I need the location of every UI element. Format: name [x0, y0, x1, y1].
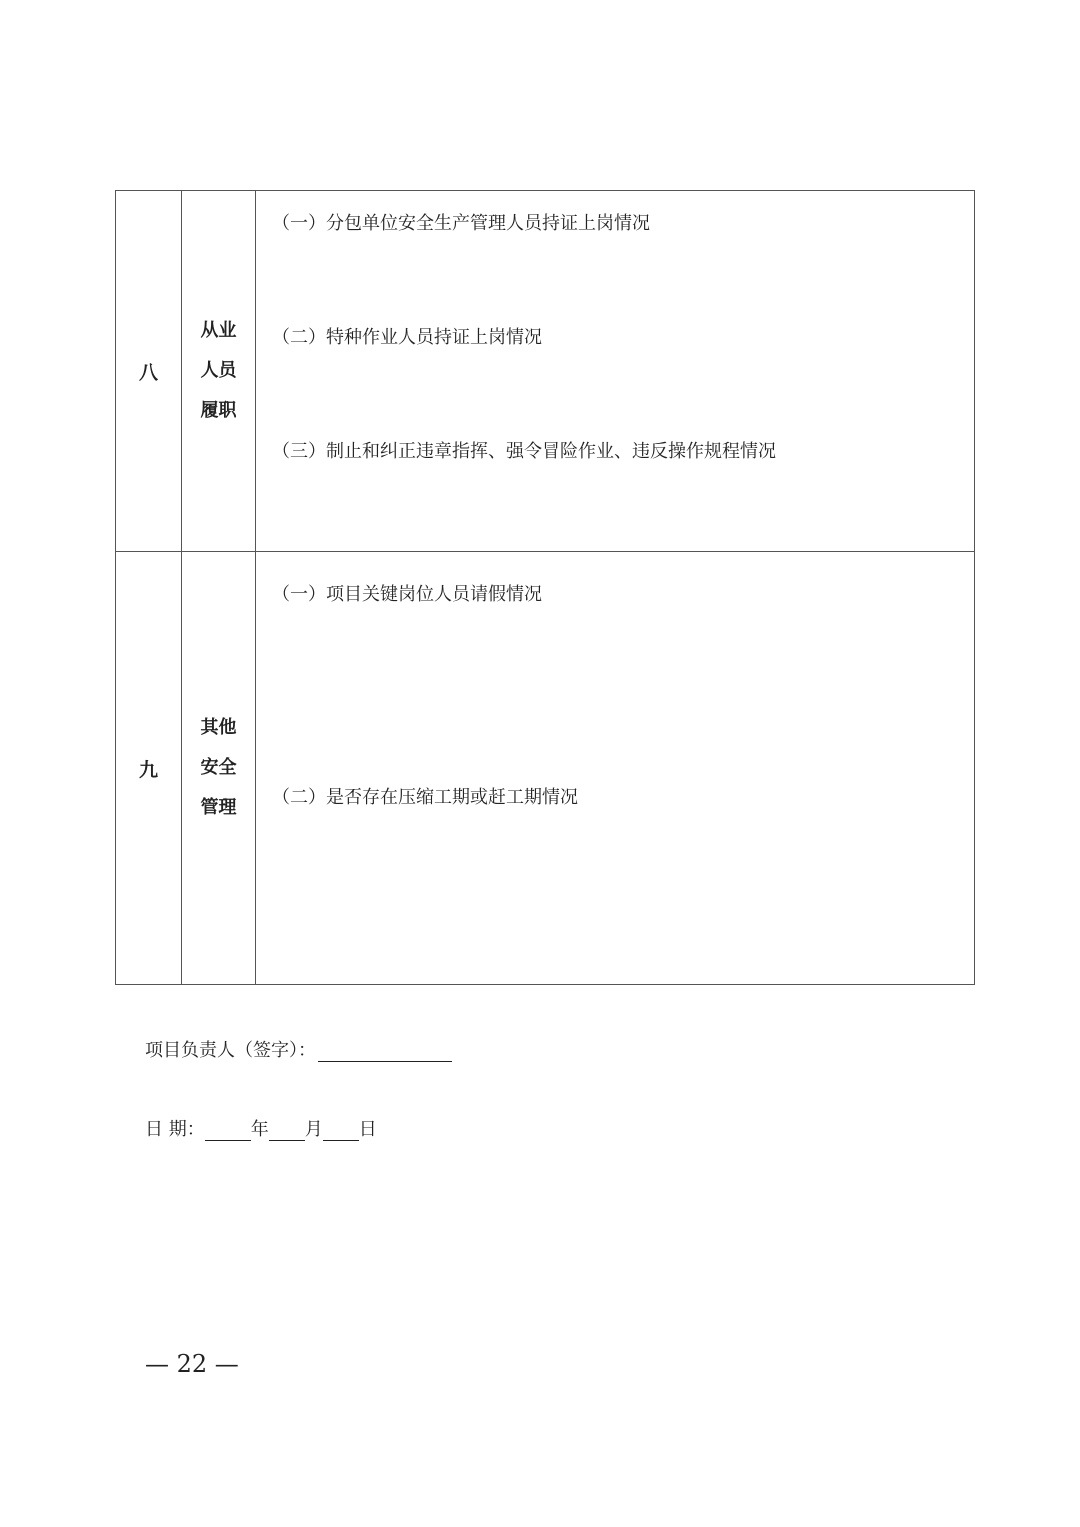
date-line [145, 1115, 377, 1141]
table-row [116, 191, 975, 552]
month-label: 月 [304, 1119, 323, 1140]
category-line: 从业 [200, 320, 237, 341]
check-item: （三）制止和纠正违章指挥、强令冒险作业、违反操作规程情况 [272, 441, 776, 462]
signature-field[interactable] [318, 1041, 452, 1062]
signature-line [145, 1036, 452, 1062]
row-category [182, 191, 256, 552]
row-category [182, 552, 256, 985]
row-content [256, 552, 975, 985]
table-row [116, 552, 975, 985]
year-field[interactable] [205, 1120, 251, 1141]
category-line: 其他 [200, 717, 237, 738]
row-number: 九 [116, 552, 182, 985]
category-line: 履职 [200, 400, 237, 421]
signature-label: 项目负责人（签字）： [145, 1040, 316, 1061]
check-item: （一）项目关键岗位人员请假情况 [272, 584, 542, 605]
row-number: 八 [116, 191, 182, 552]
day-label: 日 [358, 1119, 377, 1140]
row-content [256, 191, 975, 552]
month-field[interactable] [269, 1120, 305, 1141]
category-line: 安全 [200, 757, 237, 778]
category-line: 人员 [200, 360, 237, 381]
check-item: （二）是否存在压缩工期或赶工期情况 [272, 787, 578, 808]
date-label: 日 期： [145, 1119, 205, 1140]
check-item: （一）分包单位安全生产管理人员持证上岗情况 [272, 213, 650, 234]
inspection-table [115, 190, 975, 985]
check-item: （二）特种作业人员持证上岗情况 [272, 327, 542, 348]
category-line: 管理 [200, 797, 237, 818]
year-label: 年 [250, 1119, 269, 1140]
day-field[interactable] [323, 1120, 359, 1141]
page-number: — 22 — [145, 1350, 239, 1378]
